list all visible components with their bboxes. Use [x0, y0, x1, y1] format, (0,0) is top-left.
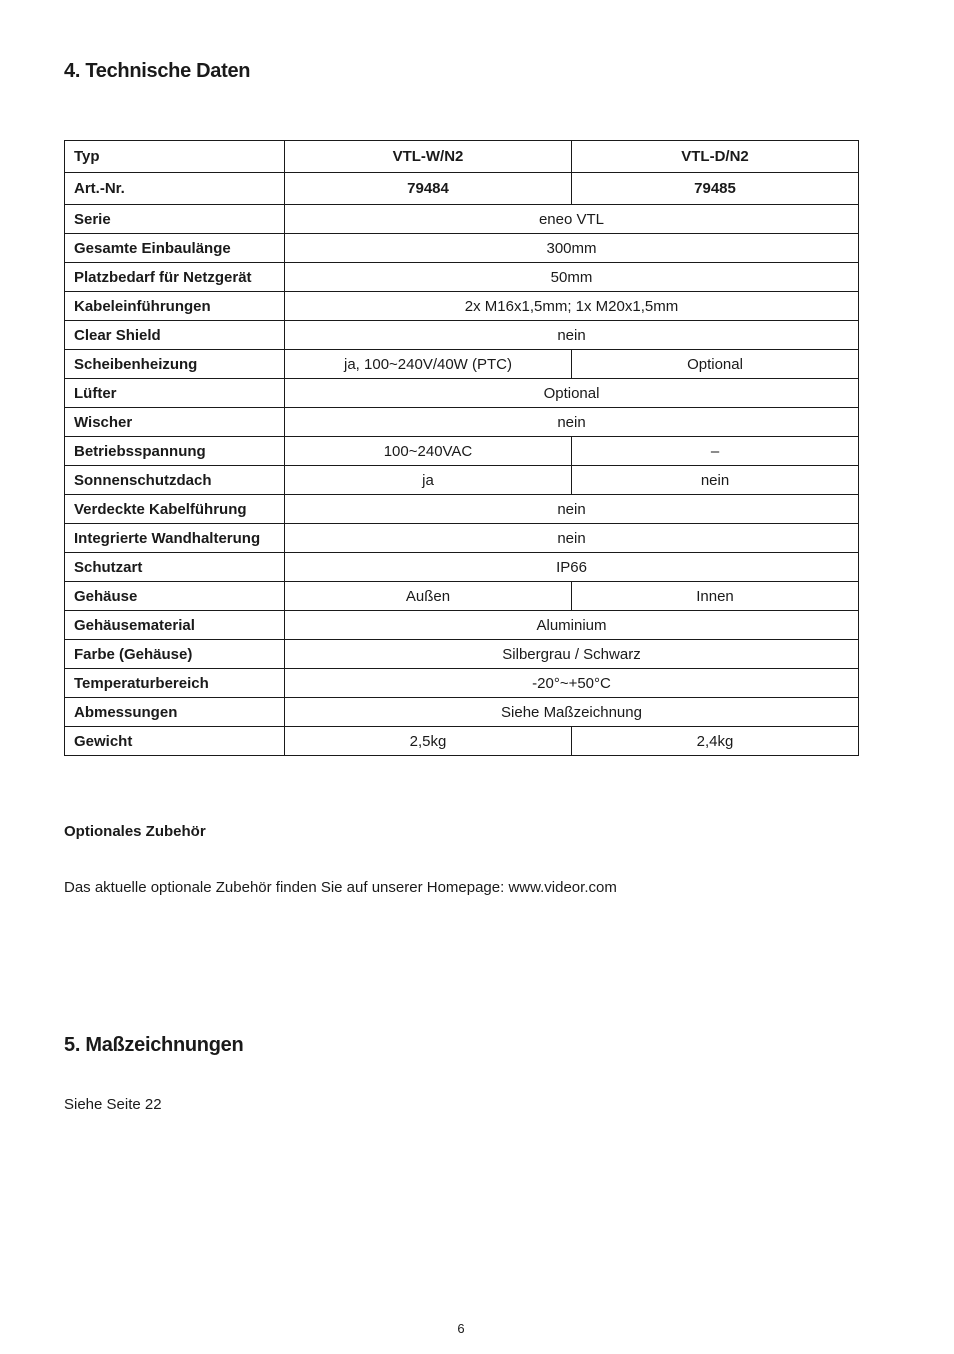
model-value-cell: ja: [285, 466, 572, 495]
shared-value-cell: IP66: [285, 553, 859, 582]
row-label: Typ: [65, 141, 285, 173]
row-label: Temperaturbereich: [65, 669, 285, 698]
optional-accessories-heading: Optionales Zubehör: [64, 823, 206, 840]
row-label: Gewicht: [65, 727, 285, 756]
table-row: [65, 321, 859, 350]
model-value-cell: nein: [572, 466, 859, 495]
table-row: [65, 350, 859, 379]
shared-value-cell: Silbergrau / Schwarz: [285, 640, 859, 669]
model-value-cell: 2,5kg: [285, 727, 572, 756]
shared-value-cell: 300mm: [285, 234, 859, 263]
row-label: Gehäusematerial: [65, 611, 285, 640]
model-value-cell: ja, 100~240V/40W (PTC): [285, 350, 572, 379]
table-row: [65, 698, 859, 727]
row-label: Abmessungen: [65, 698, 285, 727]
table-row: [65, 611, 859, 640]
shared-value-cell: 2x M16x1,5mm; 1x M20x1,5mm: [285, 292, 859, 321]
dimension-drawings-reference: Siehe Seite 22: [64, 1096, 162, 1113]
model-value-cell: Außen: [285, 582, 572, 611]
model-value-cell: Optional: [572, 350, 859, 379]
table-row: [65, 263, 859, 292]
row-label: Scheibenheizung: [65, 350, 285, 379]
shared-value-cell: nein: [285, 524, 859, 553]
table-row: [65, 669, 859, 698]
technical-data-table-body: [65, 141, 859, 756]
row-label: Betriebsspannung: [65, 437, 285, 466]
optional-accessories-text: Das aktuelle optionale Zubehör finden Sie auf unserer Homepage: www.videor.com: [64, 879, 617, 896]
shared-value-cell: Optional: [285, 379, 859, 408]
table-row: [65, 205, 859, 234]
table-row: [65, 495, 859, 524]
table-row: [65, 408, 859, 437]
model-value-cell: Innen: [572, 582, 859, 611]
row-label: Platzbedarf für Netzgerät: [65, 263, 285, 292]
row-label: Serie: [65, 205, 285, 234]
shared-value-cell: eneo VTL: [285, 205, 859, 234]
table-header-row-article-number: [65, 173, 859, 205]
row-label: Farbe (Gehäuse): [65, 640, 285, 669]
table-row: [65, 292, 859, 321]
table-header-row-type: [65, 141, 859, 173]
row-label: Gehäuse: [65, 582, 285, 611]
shared-value-cell: 50mm: [285, 263, 859, 292]
article-number-cell: 79485: [572, 173, 859, 205]
row-label: Schutzart: [65, 553, 285, 582]
row-label: Art.-Nr.: [65, 173, 285, 205]
model-name-cell: VTL-W/N2: [285, 141, 572, 173]
row-label: Kabeleinführungen: [65, 292, 285, 321]
model-value-cell: 2,4kg: [572, 727, 859, 756]
row-label: Verdeckte Kabelführung: [65, 495, 285, 524]
shared-value-cell: nein: [285, 321, 859, 350]
table-row: [65, 466, 859, 495]
shared-value-cell: -20°~+50°C: [285, 669, 859, 698]
table-row: [65, 727, 859, 756]
table-row: [65, 524, 859, 553]
table-row: [65, 234, 859, 263]
table-row: [65, 640, 859, 669]
row-label: Integrierte Wandhalterung: [65, 524, 285, 553]
shared-value-cell: Aluminium: [285, 611, 859, 640]
technical-data-table: [64, 140, 859, 756]
row-label: Gesamte Einbaulänge: [65, 234, 285, 263]
page-number: 6: [457, 1321, 465, 1336]
row-label: Clear Shield: [65, 321, 285, 350]
table-row: [65, 379, 859, 408]
row-label: Wischer: [65, 408, 285, 437]
table-row: [65, 582, 859, 611]
section-title-dimension-drawings: 5. Maßzeichnungen: [64, 1034, 244, 1056]
row-label: Lüfter: [65, 379, 285, 408]
model-value-cell: –: [572, 437, 859, 466]
model-value-cell: 100~240VAC: [285, 437, 572, 466]
shared-value-cell: Siehe Maßzeichnung: [285, 698, 859, 727]
row-label: Sonnenschutzdach: [65, 466, 285, 495]
model-name-cell: VTL-D/N2: [572, 141, 859, 173]
shared-value-cell: nein: [285, 408, 859, 437]
shared-value-cell: nein: [285, 495, 859, 524]
table-row: [65, 437, 859, 466]
article-number-cell: 79484: [285, 173, 572, 205]
table-row: [65, 553, 859, 582]
section-title-technical-data: 4. Technische Daten: [64, 60, 251, 82]
